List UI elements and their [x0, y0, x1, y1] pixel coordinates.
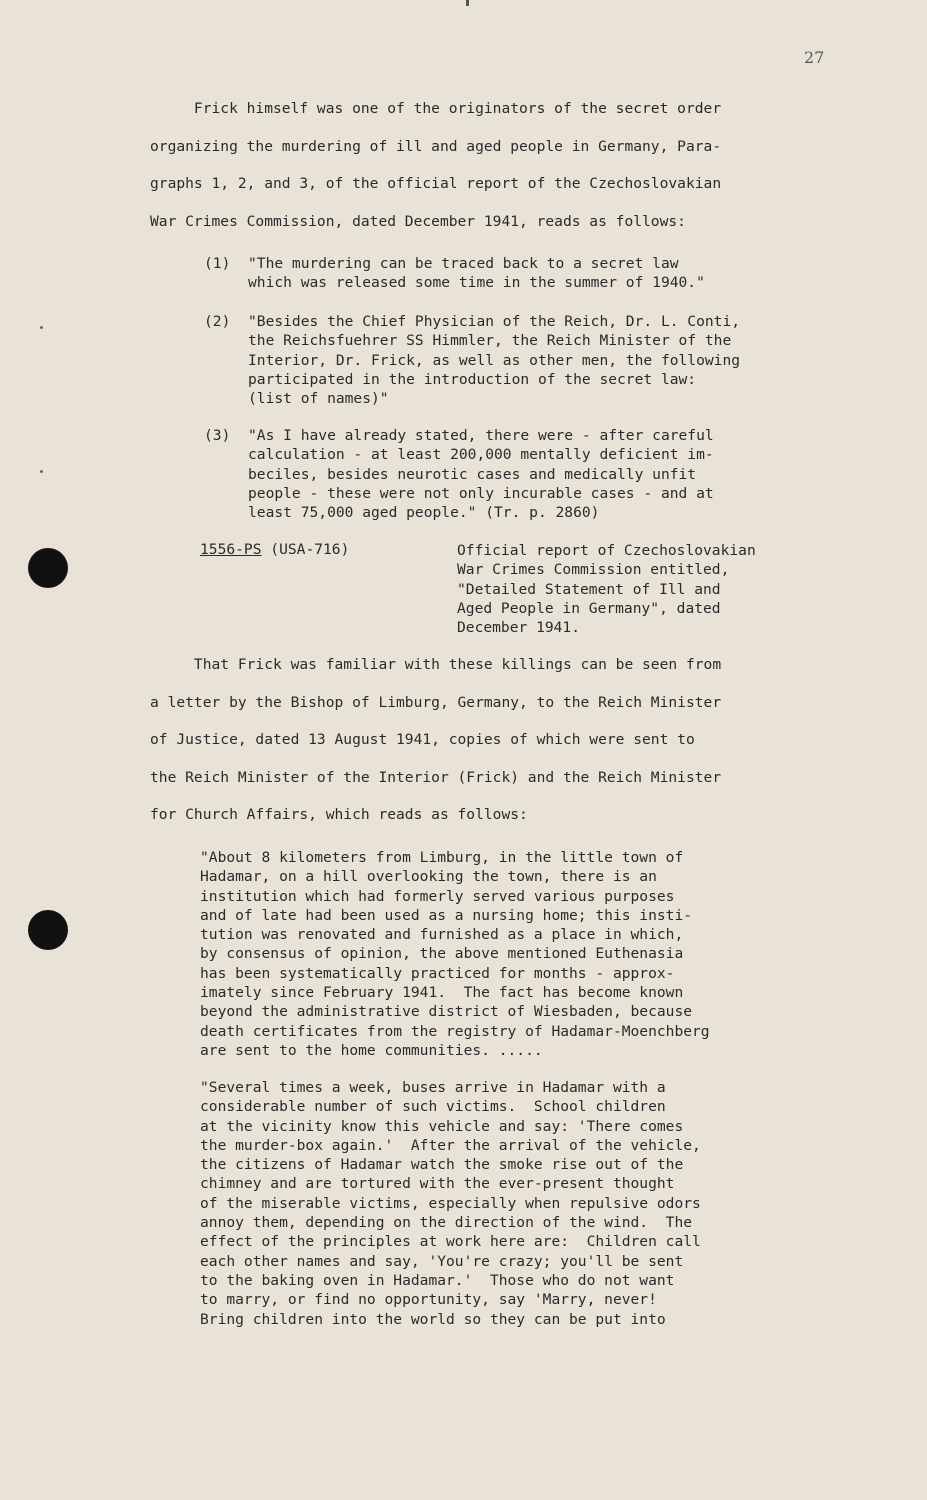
text-line: That Frick was familiar with these killings can be seen from	[150, 656, 722, 673]
text-line: Bring children into the world so they can be put into	[200, 1310, 666, 1328]
text-line: at the vicinity know this vehicle and say: 'There comes	[200, 1117, 684, 1135]
text-line: "Besides the Chief Physician of the Reich, Dr. L. Conti,	[248, 313, 741, 330]
text-line: Hadamar, on a hill overlooking the town, there is an	[200, 868, 657, 886]
text-line: institution which had formerly served various purposes	[200, 887, 675, 905]
text-line: for Church Affairs, which reads as follows:	[150, 806, 528, 824]
text-line: War Crimes Commission, dated December 1941, reads as follows:	[150, 212, 686, 230]
text-line: imately since February 1941. The fact has become known	[200, 984, 684, 1002]
text-line: of the miserable victims, especially when repulsive odors	[200, 1194, 701, 1212]
item-number: (3)	[204, 427, 231, 444]
top-edge-mark	[466, 0, 469, 6]
punch-hole-upper	[28, 548, 68, 588]
letter-quote-buses	[200, 1078, 800, 1329]
text-line: to the baking oven in Hadamar.' Those who do not want	[200, 1271, 675, 1289]
item-number: (2)	[204, 313, 231, 330]
text-line: beciles, besides neurotic cases and medically unfit	[248, 465, 697, 483]
text-line: Aged People in Germany", dated	[457, 599, 721, 617]
text-line: which was released some time in the summer of 1940."	[248, 274, 705, 292]
text-line: Interior, Dr. Frick, as well as other men, the following	[248, 351, 741, 369]
text-line: chimney and are tortured with the ever-present thought	[200, 1175, 675, 1193]
text-line: "The murdering can be traced back to a secret law	[248, 255, 679, 272]
citation-description	[457, 541, 797, 637]
text-line: calculation - at least 200,000 mentally deficient im-	[248, 446, 714, 464]
text-line: are sent to the home communities. .....	[200, 1041, 543, 1059]
text-line: to marry, or find no opportunity, say 'Marry, never!	[200, 1291, 657, 1309]
paper-speck	[40, 326, 43, 329]
text-line: (list of names)"	[248, 390, 389, 408]
text-line: annoy them, depending on the direction of the wind. The	[200, 1214, 693, 1232]
text-line: and of late had been used as a nursing home; this insti-	[200, 906, 693, 924]
punch-hole-lower	[28, 910, 68, 950]
page-number: 27	[804, 48, 825, 67]
text-line: December 1941.	[457, 619, 581, 637]
text-line: a letter by the Bishop of Limburg, Germany, to the Reich Minister	[150, 693, 722, 711]
text-line: "As I have already stated, there were - after careful	[248, 427, 714, 444]
text-line: participated in the introduction of the secret law:	[248, 370, 697, 388]
text-line: the Reich Minister of the Interior (Frick) and the Reich Minister	[150, 768, 722, 786]
item-number: (1)	[204, 255, 231, 272]
text-line: least 75,000 aged people." (Tr. p. 2860)	[248, 504, 600, 522]
text-line: each other names and say, 'You're crazy; you'll be sent	[200, 1252, 684, 1270]
citation-reference	[200, 541, 349, 558]
text-line: the citizens of Hadamar watch the smoke rise out of the	[200, 1156, 684, 1174]
text-line: Frick himself was one of the originators of the secret order	[150, 100, 722, 117]
paragraph-bishop-letter	[150, 646, 780, 834]
text-line: "Detailed Statement of Ill and	[457, 580, 721, 598]
letter-quote-hadamar	[200, 848, 800, 1060]
text-line: graphs 1, 2, and 3, of the official report of the Czechoslovakian	[150, 175, 722, 193]
citation-doc-id: 1556-PS	[200, 541, 262, 558]
paragraph-frick-secret-order	[150, 90, 780, 240]
citation-exhibit: (USA-716)	[261, 541, 350, 558]
text-line: the Reichsfuehrer SS Himmler, the Reich Minister of the	[248, 332, 732, 350]
text-line: "About 8 kilometers from Limburg, in the little town of	[200, 849, 684, 866]
text-line: beyond the administrative district of Wiesbaden, because	[200, 1003, 693, 1021]
text-line: Official report of Czechoslovakian	[457, 542, 756, 559]
text-line: organizing the murdering of ill and aged people in Germany, Para-	[150, 137, 722, 155]
text-line: effect of the principles at work here are: Children call	[200, 1233, 701, 1251]
text-line: of Justice, dated 13 August 1941, copies of which were sent to	[150, 731, 695, 749]
text-line: has been systematically practiced for months - approx-	[200, 964, 675, 982]
text-line: death certificates from the registry of Hadamar-Moenchberg	[200, 1022, 710, 1040]
text-line: "Several times a week, buses arrive in Hadamar with a	[200, 1079, 666, 1096]
text-line: considerable number of such victims. School children	[200, 1098, 666, 1116]
paper-speck	[40, 470, 43, 473]
text-line: the murder-box again.' After the arrival of the vehicle,	[200, 1136, 701, 1154]
text-line: tution was renovated and furnished as a place in which,	[200, 926, 684, 944]
text-line: War Crimes Commission entitled,	[457, 561, 730, 579]
text-line: people - these were not only incurable cases - and at	[248, 484, 714, 502]
text-line: by consensus of opinion, the above mentioned Euthenasia	[200, 945, 684, 963]
